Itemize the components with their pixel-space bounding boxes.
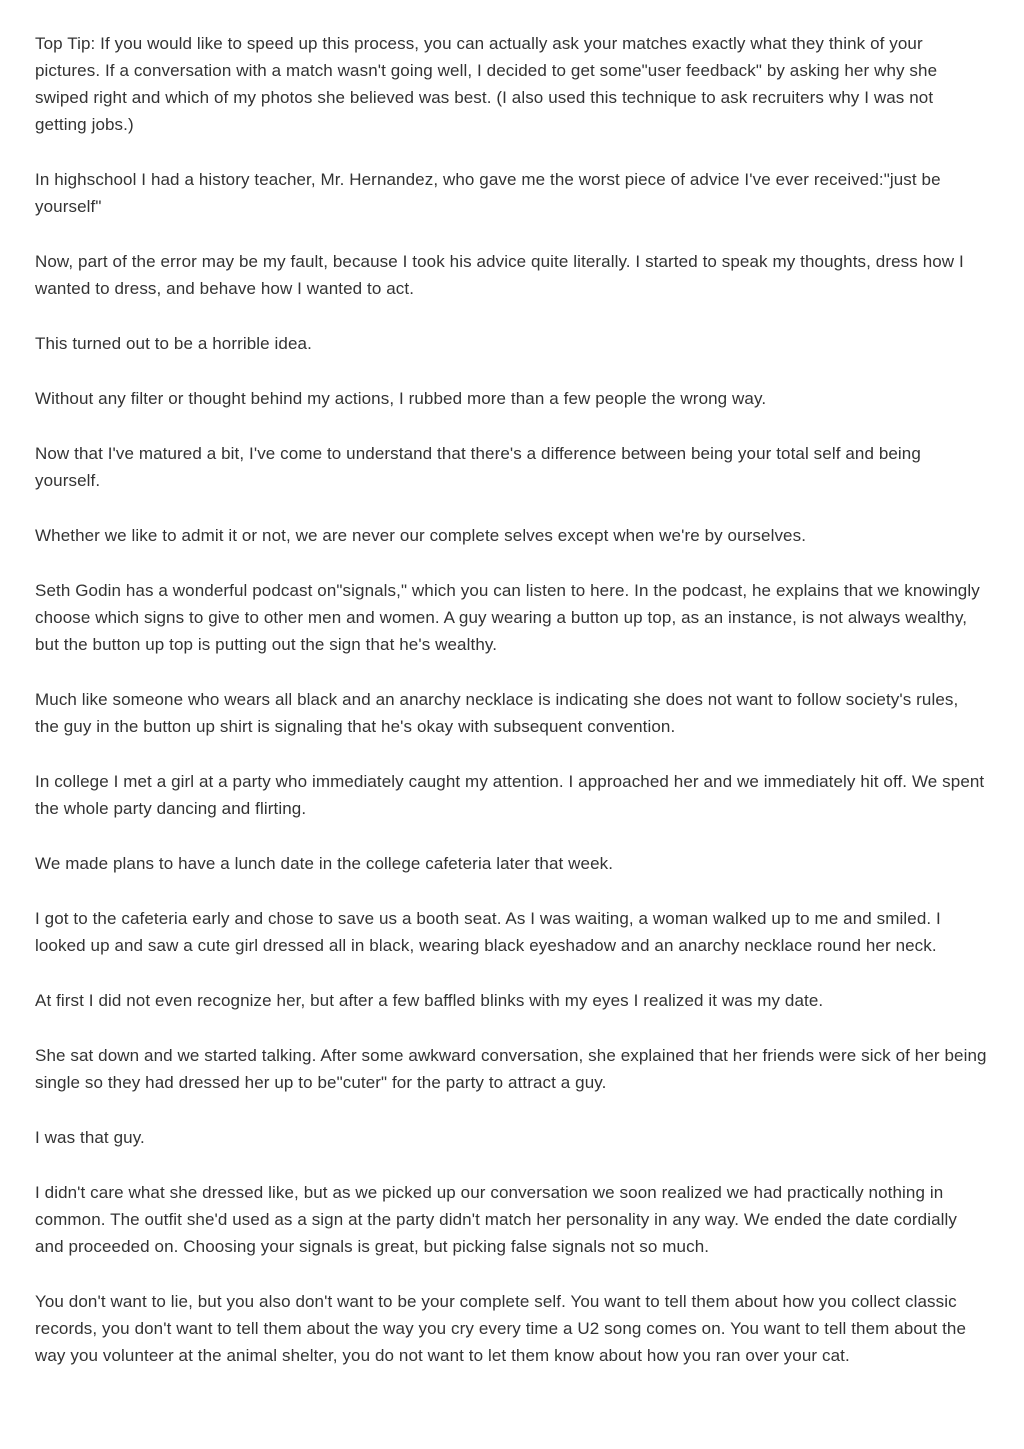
paragraph: This turned out to be a horrible idea. <box>35 334 312 353</box>
paragraph: You don't want to lie, but you also don't want to be your complete self. You want to tell them about how you collect classic records, you don't want to tell them about the way you cry every time a U2 song comes on. You want to tell them about the way you volunteer at the animal shelter, you do not want to let them know about how you ran over your cat. <box>35 1292 967 1365</box>
paragraph: In college I met a girl at a party who immediately caught my attention. I approached her and we immediately hit off. We spent the whole party dancing and flirting. <box>35 772 985 818</box>
paragraph: Much like someone who wears all black and an anarchy necklace is indicating she does not want to follow society's rules, the guy in the button up shirt is signaling that he's okay with subsequent convention. <box>35 690 959 736</box>
paragraph: Whether we like to admit it or not, we are never our complete selves except when we're by ourselves. <box>35 526 807 545</box>
paragraph: She sat down and we started talking. After some awkward conversation, she explained that her friends were sick of her being single so they had dressed her up to be"cuter" for the party to attract a guy. <box>35 1046 987 1092</box>
paragraph: We made plans to have a lunch date in the college cafeteria later that week. <box>35 854 614 873</box>
paragraph: Now, part of the error may be my fault, because I took his advice quite literally. I started to speak my thoughts, dress how I wanted to dress, and behave how I wanted to act. <box>35 252 964 298</box>
paragraph: Seth Godin has a wonderful podcast on"signals," which you can listen to here. In the podcast, he explains that we knowingly choose which signs to give to other men and women. A guy wearing a button up top, as an instance, is not always wealthy, but the button up top is putting out the sign that he's wealthy. <box>35 581 980 654</box>
paragraph: Now that I've matured a bit, I've come to understand that there's a difference between being your total self and being yourself. <box>35 444 921 490</box>
paragraph: In highschool I had a history teacher, Mr. Hernandez, who gave me the worst piece of advice I've ever received:"just be yourself" <box>35 170 941 216</box>
paragraph: I didn't care what she dressed like, but as we picked up our conversation we soon realized we had practically nothing in common. The outfit she'd used as a sign at the party didn't match her personality in any way. We ended the date cordially and proceeded on. Choosing your signals is great, but picking false signals not so much. <box>35 1183 957 1256</box>
paragraph: Without any filter or thought behind my actions, I rubbed more than a few people the wrong way. <box>35 389 767 408</box>
paragraph: At first I did not even recognize her, but after a few baffled blinks with my eyes I realized it was my date. <box>35 991 824 1010</box>
paragraph: I was that guy. <box>35 1128 145 1147</box>
paragraph: Top Tip: If you would like to speed up this process, you can actually ask your matches exactly what they think of your pictures. If a conversation with a match wasn't going well, I decided to get some"user feedback" by asking her why she swiped right and which of my photos she believed was best. (I also used this technique to ask recruiters why I was not getting jobs.) <box>35 34 938 134</box>
paragraph: I got to the cafeteria early and chose to save us a booth seat. As I was waiting, a woman walked up to me and smiled. I looked up and saw a cute girl dressed all in black, wearing black eyeshadow and an anarchy necklace round her neck. <box>35 909 941 955</box>
